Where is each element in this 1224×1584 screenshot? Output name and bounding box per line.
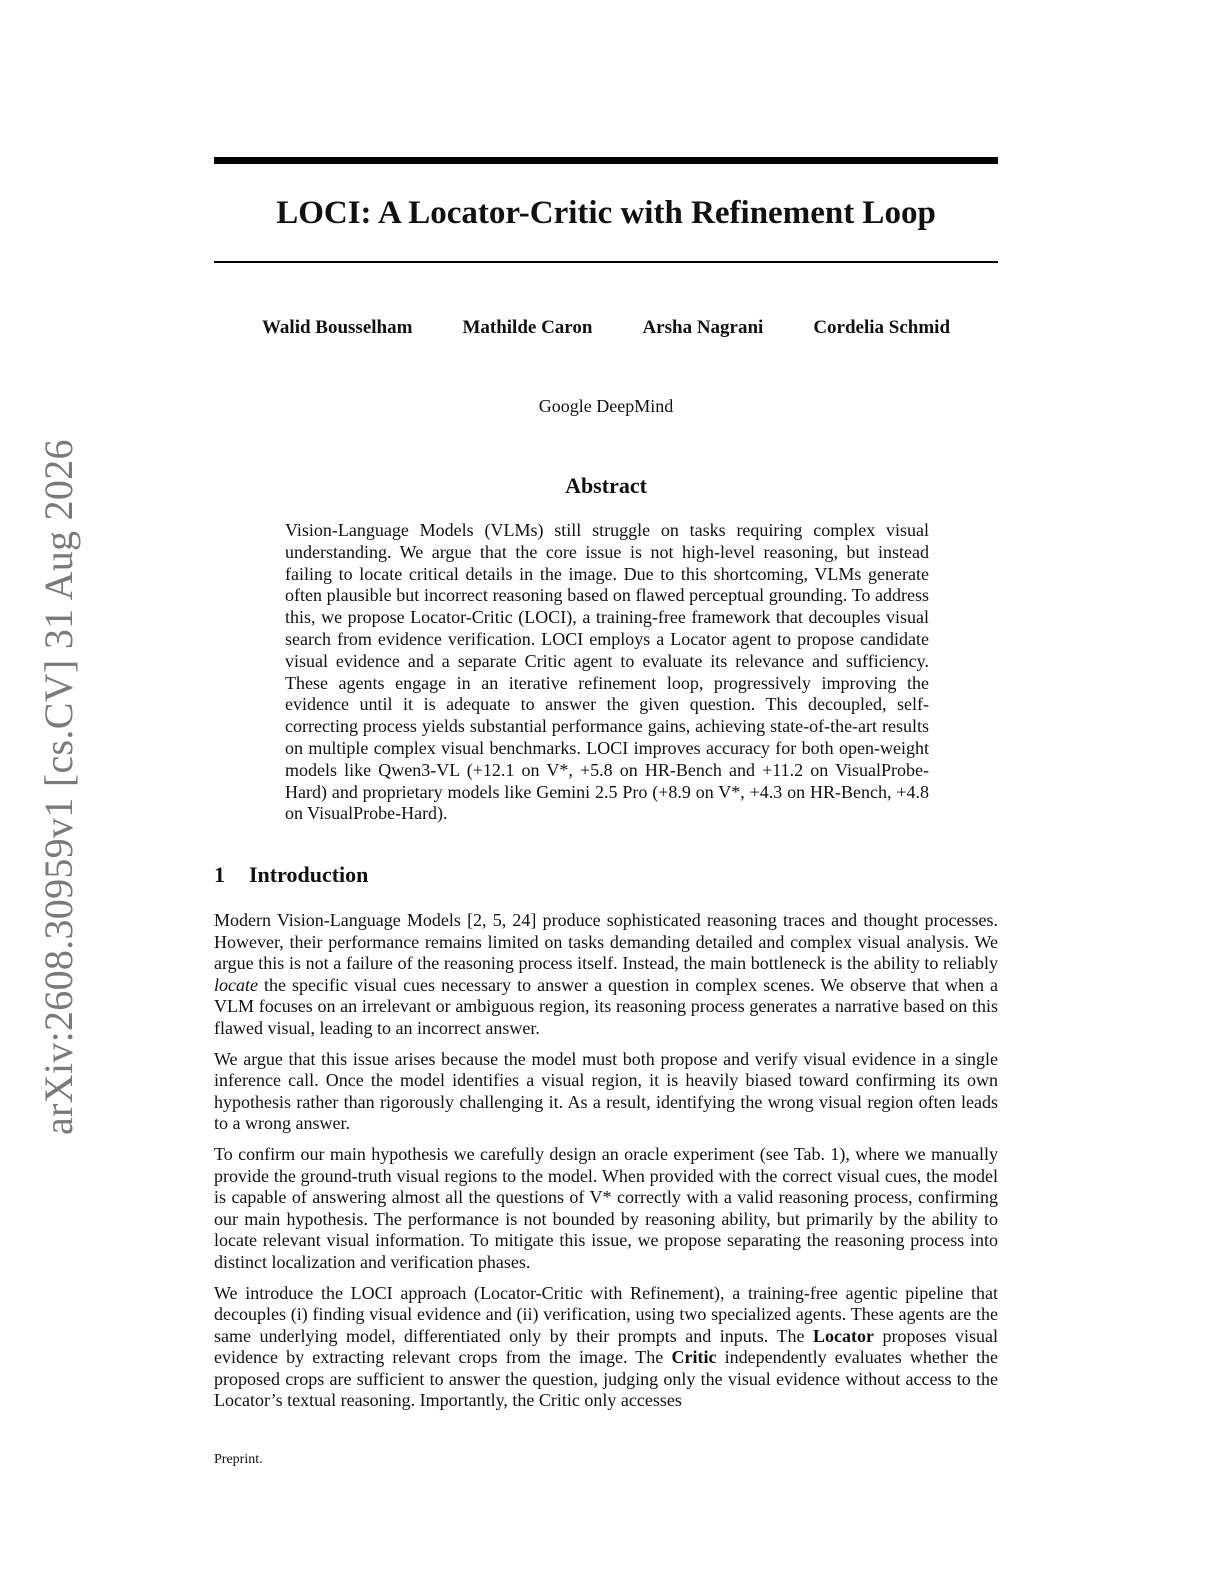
paper-title: LOCI: A Locator-Critic with Refinement Loop	[276, 195, 936, 231]
author-name: Cordelia Schmid	[813, 317, 951, 338]
text-run: Modern Vision-Language Models [2, 5, 24] produce sophisticated reasoning traces and thought processes. However, their performance remains limited on tasks demanding detailed and complex visual analysis. We argue this is not a failure of the reasoning process itself. Instead, the main bottleneck is the ability to reliably	[214, 910, 998, 974]
section-number: 1	[214, 862, 225, 887]
bold-term-locator: Locator	[812, 1325, 874, 1346]
emphasis-text: locate	[214, 974, 258, 995]
paragraph: To confirm our main hypothesis we carefully design an oracle experiment (see Tab. 1), where we manually provide the ground-truth visual regions to the model. When provided with the correct visual cues, the model is capable of answering almost all the questions of V* correctly with a valid reasoning process, confirming our main hypothesis. The performance is not bounded by reasoning ability, but primarily by the ability to locate relevant visual information. To mitigate this issue, we propose separating the reasoning process into distinct localization and verification phases.	[214, 1143, 998, 1272]
paragraph	[214, 910, 998, 1040]
paragraph: We argue that this issue arises because the model must both propose and verify visual evidence in a single inference call. Once the model identifies a visual region, it is heavily biased toward confirming its own hypothesis rather than rigorously challenging it. As a result, identifying the wrong visual region often leads to a wrong answer.	[214, 1048, 998, 1134]
affiliation: Google DeepMind	[538, 396, 674, 416]
introduction-body	[214, 910, 998, 1421]
abstract-heading: Abstract	[565, 473, 647, 498]
title-bottom-rule	[214, 261, 998, 263]
bold-term-critic: Critic	[671, 1347, 717, 1368]
text-run: independently evaluates whether the proposed crops are sufficient to answer the question, judging only the visual evidence without access to the Locator’s textual reasoning. Importantly, the Critic only accesses	[214, 1347, 998, 1411]
text-run: We introduce the LOCI approach (Locator-Critic with Refinement), a training-free agentic pipeline that decouples (i) finding visual evidence and (ii) verification, using two specialized agents. These agents are the same underlying model, differentiated only by their prompts and inputs. The	[214, 1282, 998, 1346]
footer-note: Preprint.	[214, 1452, 263, 1467]
author-name: Arsha Nagrani	[642, 317, 764, 338]
arxiv-identifier: arXiv:2608.30959v1 [cs.CV] 31 Aug 2026	[36, 439, 81, 1135]
text-run: proposes visual evidence by extracting relevant crops from the image. The	[214, 1325, 998, 1368]
title-top-rule	[214, 157, 998, 164]
text-run: the specific visual cues necessary to answer a question in complex scenes. We observe that when a VLM focuses on an irrelevant or ambiguous region, its reasoning process generates a narrative based on this flawed visual, leading to an incorrect answer.	[214, 974, 998, 1038]
section-title: Introduction	[249, 862, 369, 887]
author-list	[214, 316, 998, 340]
author-name: Mathilde Caron	[462, 317, 593, 338]
author-name: Walid Bousselham	[261, 317, 413, 338]
section-heading-introduction	[214, 861, 368, 889]
paragraph	[214, 1283, 998, 1413]
abstract-text: Vision-Language Models (VLMs) still struggle on tasks requiring complex visual understanding. We argue that the core issue is not high-level reasoning, but instead failing to locate critical details in the image. Due to this shortcoming, VLMs generate often plausible but incorrect reasoning based on flawed perceptual grounding. To address this, we propose Locator-Critic (LOCI), a training-free framework that decouples visual search from evidence verification. LOCI employs a Locator agent to propose candidate visual evidence and a separate Critic agent to evaluate its relevance and sufficiency. These agents engage in an iterative refinement loop, progressively improving the evidence until it is adequate to answer the given question. This decoupled, self-correcting process yields substantial performance gains, achieving state-of-the-art results on multiple complex visual benchmarks. LOCI improves accuracy for both open-weight models like Qwen3-VL (+12.1 on V*, +5.8 on HR-Bench and +11.2 on VisualProbe-Hard) and proprietary models like Gemini 2.5 Pro (+8.9 on V*, +4.3 on HR-Bench, +4.8 on VisualProbe-Hard).	[285, 520, 929, 824]
